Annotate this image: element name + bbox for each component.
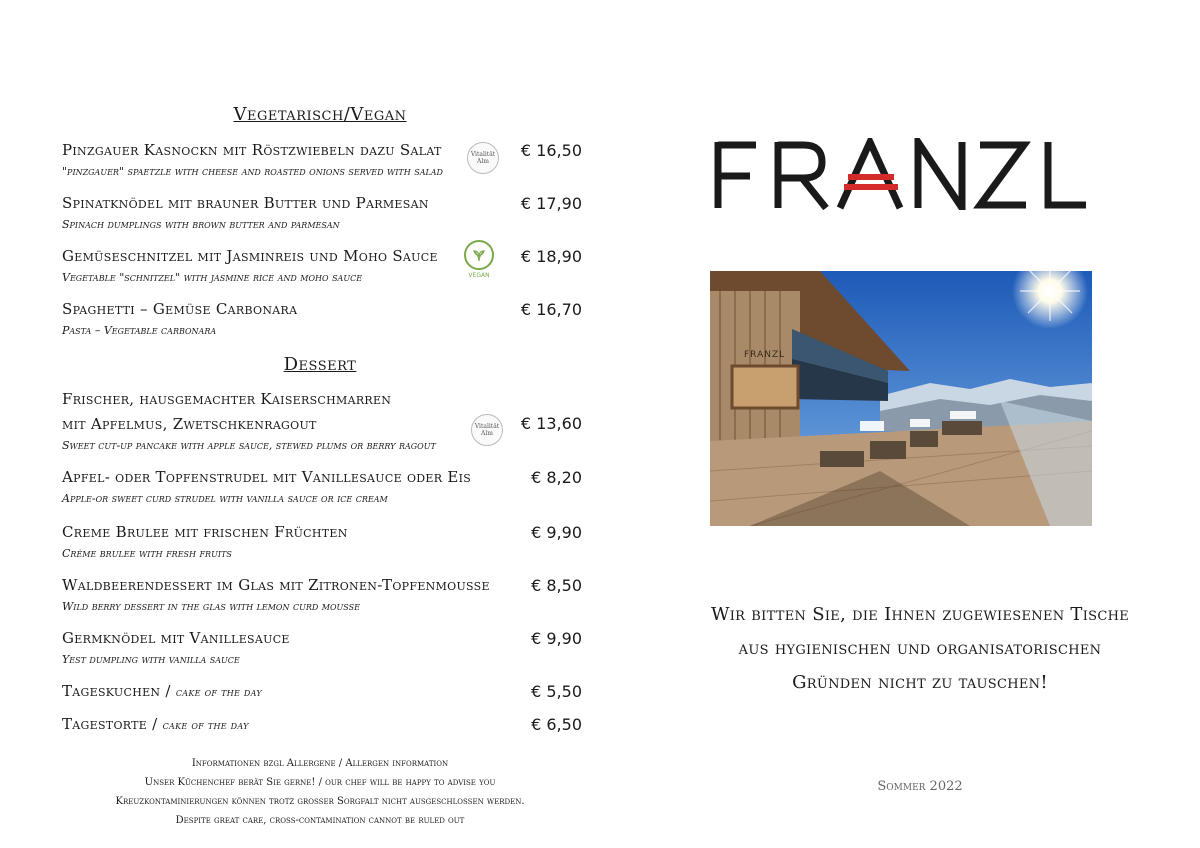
- dish-translation: Spinach dumplings with brown butter and parmesan: [62, 218, 340, 231]
- dish-name: Spinatknödel mit brauner Butter und Parmesan: [62, 194, 429, 212]
- menu-item: [62, 629, 582, 666]
- dish-price: € 16,70: [520, 300, 582, 319]
- dish-name: Pinzgauer Kasnockn mit Röstzwiebeln dazu Salat: [62, 141, 442, 159]
- leaf-icon: [464, 240, 494, 270]
- menu-item: [62, 682, 582, 700]
- dish-translation: Yest dumpling with vanilla sauce: [62, 653, 240, 666]
- vitalitaet-alm-badge-icon: [471, 414, 503, 446]
- dish-name: Creme Brulee mit frischen Früchten: [62, 523, 348, 541]
- dish-name-en: cake of the day: [175, 686, 262, 699]
- photo-sign-text: FRANZL: [744, 350, 786, 360]
- franzl-logo: [712, 138, 1090, 210]
- dish-price: € 9,90: [531, 629, 582, 648]
- dish-translation: "pinzgauer" spaetzle with cheese and roasted onions served with salad: [62, 165, 443, 178]
- section-title-vegetarian: Vegetarisch/Vegan: [233, 104, 407, 125]
- vegan-label: VEGAN: [468, 272, 490, 279]
- dish-name: Frischer, hausgemachter Kaiserschmarren: [62, 390, 392, 408]
- dish-name-de: Tageskuchen /: [62, 682, 176, 700]
- badge-label: Vitalität Alm: [470, 151, 496, 165]
- notice-line: aus hygienischen und organisatorischen: [738, 638, 1102, 659]
- menu-item: [62, 468, 582, 505]
- dish-name: Spaghetti – Gemüse Carbonara: [62, 300, 298, 318]
- dish-translation: Vegetable "schnitzel" with jasmine rice and moho sauce: [62, 271, 363, 284]
- vegan-badge-icon: [462, 240, 496, 279]
- footer-line: Unser Küchenchef berät Sie gerne! / our chef will be happy to advise you: [144, 777, 496, 788]
- dish-price: € 9,90: [531, 523, 582, 542]
- footer-line: Kreuzkontaminierungen können trotz großer Sorgfalt nicht ausgeschlossen werden.: [115, 796, 525, 807]
- menu-item: [62, 390, 582, 452]
- footer-line: Informationen bzgl Allergene / Allergen information: [191, 758, 449, 769]
- terrace-photo: [710, 271, 1092, 526]
- dish-price: € 5,50: [531, 682, 582, 701]
- menu-item: [62, 715, 582, 733]
- menu-item: [62, 300, 582, 337]
- notice-line: Gründen nicht zu tauschen!: [792, 672, 1048, 693]
- dish-name: [62, 715, 582, 733]
- dish-name: Germknödel mit Vanillesauce: [62, 629, 290, 647]
- dish-name: Apfel- oder Topfenstrudel mit Vanillesauce oder Eis: [62, 468, 472, 486]
- dish-price: € 16,50: [520, 141, 582, 160]
- dish-translation: Sweet cut-up pancake with apple sauce, stewed plums or berry ragout: [62, 439, 436, 452]
- dish-translation: Crème brulee with fresh fruits: [62, 547, 232, 560]
- dish-price: € 8,50: [531, 576, 582, 595]
- dish-name: Gemüseschnitzel mit Jasminreis und Moho Sauce: [62, 247, 438, 265]
- menu-item: [62, 523, 582, 560]
- dish-translation: Pasta – Vegetable carbonara: [62, 324, 217, 337]
- season-label: Sommer 2022: [877, 779, 963, 794]
- menu-item: [62, 194, 582, 231]
- badge-label: Vitalität Alm: [474, 423, 500, 437]
- dish-name-en: cake of the day: [162, 719, 249, 732]
- dish-translation: Apple-or sweet curd strudel with vanilla sauce or ice cream: [62, 492, 388, 505]
- vitalitaet-alm-badge-icon: [467, 142, 499, 174]
- footer-line: Despite great care, cross-contamination cannot be ruled out: [175, 815, 465, 826]
- dish-price: € 6,50: [531, 715, 582, 734]
- menu-item: [62, 576, 582, 613]
- table-notice: [640, 598, 1200, 700]
- dish-price: € 18,90: [520, 247, 582, 266]
- dish-price: € 17,90: [520, 194, 582, 213]
- allergen-footer: [0, 754, 640, 830]
- dish-translation: Wild berry dessert in the glas with lemon curd mousse: [62, 600, 360, 613]
- dish-price: € 13,60: [520, 414, 582, 433]
- dish-name: [62, 682, 582, 700]
- section-title-dessert: Dessert: [283, 354, 357, 375]
- menu-item: [62, 247, 582, 284]
- dish-name-de: Tagestorte /: [62, 715, 163, 733]
- dish-name-line2: mit Apfelmus, Zwetschkenragout: [62, 415, 317, 433]
- notice-line: Wir bitten Sie, die Ihnen zugewiesenen Tische: [710, 604, 1130, 625]
- menu-item: [62, 141, 582, 178]
- dish-name: Waldbeerendessert im Glas mit Zitronen-Topfenmousse: [62, 576, 490, 594]
- dish-price: € 8,20: [531, 468, 582, 487]
